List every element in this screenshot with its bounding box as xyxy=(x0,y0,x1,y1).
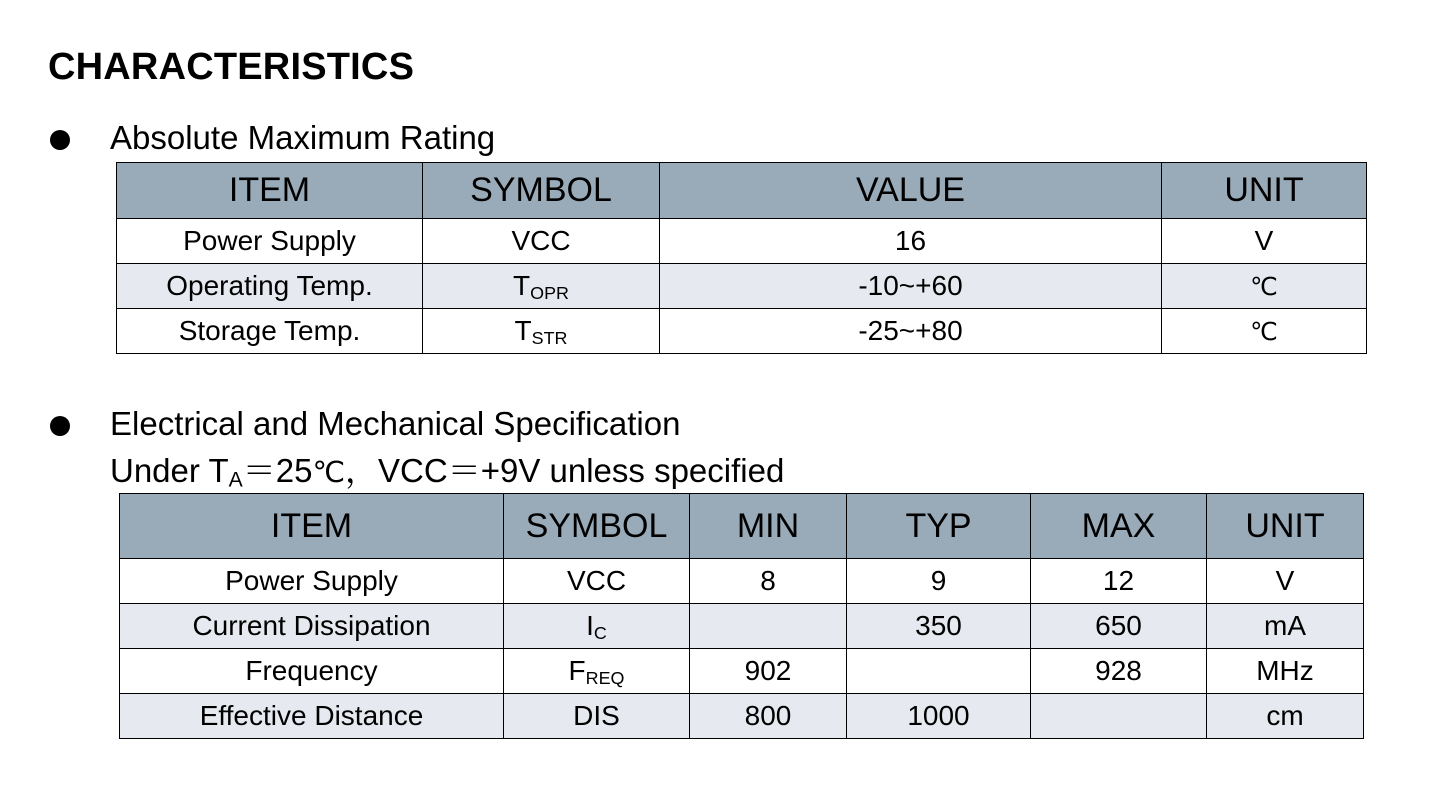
cell-typ: 9 xyxy=(847,559,1031,604)
cell-max: 928 xyxy=(1031,649,1207,694)
table-row xyxy=(120,649,1364,694)
cell-symbol: $T_{STR}$ xyxy=(423,309,660,354)
cell-typ: 1000 xyxy=(847,694,1031,739)
cell-unit: mA xyxy=(1207,604,1364,649)
test-condition: Under $T_A=25℃$，VCC＝+9V unless specified xyxy=(110,452,785,492)
bullet-icon xyxy=(50,130,70,150)
table-row xyxy=(120,694,1364,739)
cell-max: 650 xyxy=(1031,604,1207,649)
cell-item: Power Supply xyxy=(120,559,504,604)
cell-max xyxy=(1031,694,1207,739)
cell-symbol: VCC xyxy=(504,559,690,604)
cell-min xyxy=(690,604,847,649)
section-heading: Absolute Maximum Rating xyxy=(110,119,496,156)
electrical-spec-table xyxy=(119,493,1364,739)
cell-typ xyxy=(847,649,1031,694)
cell-item: Storage Temp. xyxy=(117,309,423,354)
header-min: MIN xyxy=(690,494,847,559)
cell-value: 16 xyxy=(660,219,1162,264)
cell-item: Current Dissipation xyxy=(120,604,504,649)
header-unit: UNIT xyxy=(1162,163,1367,219)
cell-max: 12 xyxy=(1031,559,1207,604)
cell-symbol: $F_{REQ}$ xyxy=(504,649,690,694)
cell-unit: cm xyxy=(1207,694,1364,739)
cell-item: Power Supply xyxy=(117,219,423,264)
table-header-row xyxy=(120,494,1364,559)
cell-unit: V xyxy=(1207,559,1364,604)
cell-symbol: $I_C$ xyxy=(504,604,690,649)
cell-item: Frequency xyxy=(120,649,504,694)
header-unit: UNIT xyxy=(1207,494,1364,559)
cell-typ: 350 xyxy=(847,604,1031,649)
cell-value: -25~+80 xyxy=(660,309,1162,354)
cell-min: 902 xyxy=(690,649,847,694)
header-value: VALUE xyxy=(660,163,1162,219)
absolute-max-table xyxy=(116,162,1367,354)
table-row xyxy=(117,219,1367,264)
header-typ: TYP xyxy=(847,494,1031,559)
cell-symbol: DIS xyxy=(504,694,690,739)
cell-value: -10~+60 xyxy=(660,264,1162,309)
table-row xyxy=(120,604,1364,649)
cell-unit: MHz xyxy=(1207,649,1364,694)
cell-item: Effective Distance xyxy=(120,694,504,739)
table-row xyxy=(120,559,1364,604)
cell-unit: V xyxy=(1162,219,1367,264)
bullet-icon xyxy=(50,416,70,436)
header-max: MAX xyxy=(1031,494,1207,559)
section-heading: Electrical and Mechanical Specification xyxy=(110,405,681,442)
cell-min: 800 xyxy=(690,694,847,739)
table-row xyxy=(117,309,1367,354)
cell-unit: ℃ xyxy=(1162,264,1367,309)
header-item: ITEM xyxy=(117,163,423,219)
table-header-row xyxy=(117,163,1367,219)
page-title: CHARACTERISTICS xyxy=(48,46,415,88)
cell-min: 8 xyxy=(690,559,847,604)
header-symbol: SYMBOL xyxy=(423,163,660,219)
cell-symbol: VCC xyxy=(423,219,660,264)
cell-symbol: $T_{OPR}$ xyxy=(423,264,660,309)
header-item: ITEM xyxy=(120,494,504,559)
table-row xyxy=(117,264,1367,309)
cell-unit: ℃ xyxy=(1162,309,1367,354)
cell-item: Operating Temp. xyxy=(117,264,423,309)
header-symbol: SYMBOL xyxy=(504,494,690,559)
